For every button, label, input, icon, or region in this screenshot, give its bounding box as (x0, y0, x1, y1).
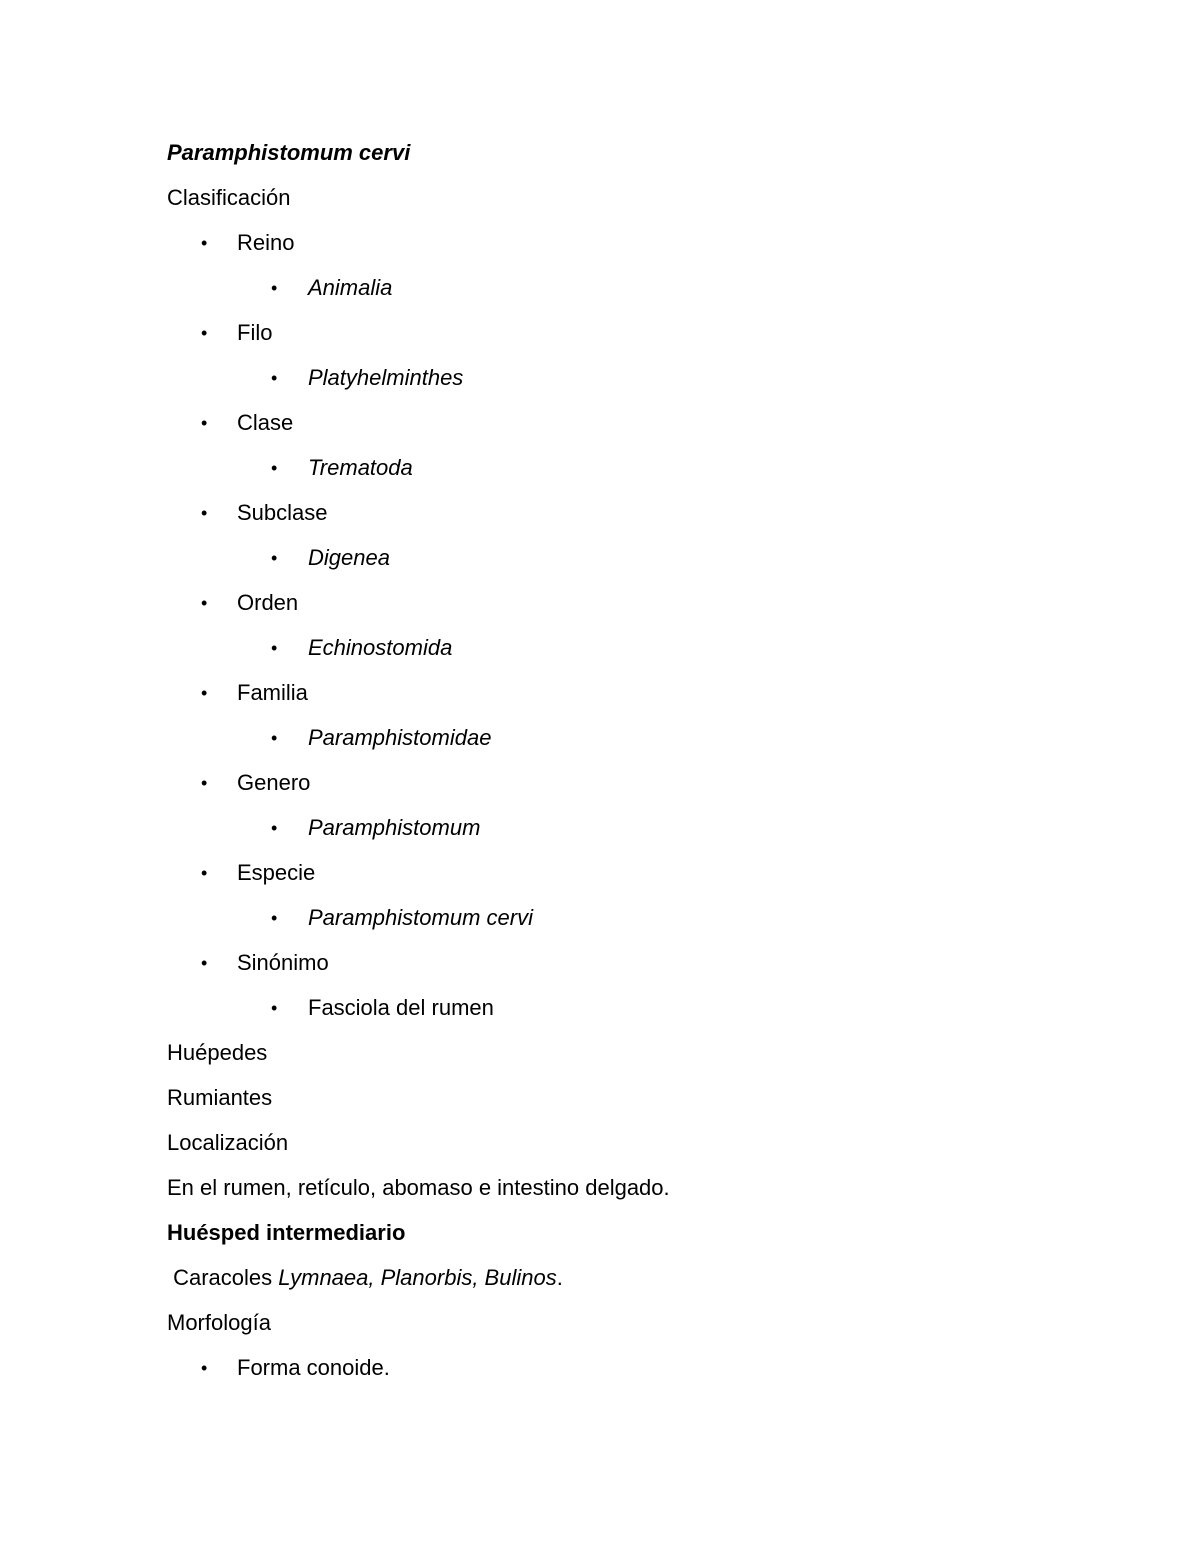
taxonomy-value-item (167, 905, 1067, 931)
bullet-icon: • (271, 818, 278, 838)
taxonomy-value-item (167, 275, 1067, 301)
bullet-icon: • (271, 278, 278, 298)
taxonomy-rank-label: Clase (237, 410, 294, 435)
taxonomy-rank-item (167, 680, 1067, 706)
taxonomy-value-label: Paramphistomum cervi (308, 905, 533, 930)
taxonomy-rank-item (167, 320, 1067, 346)
taxonomy-value-label: Trematoda (308, 455, 413, 480)
bullet-icon: • (271, 998, 278, 1018)
bullet-icon: • (201, 413, 208, 433)
taxonomy-rank-label: Genero (237, 770, 311, 795)
taxonomy-rank-label: Orden (237, 590, 299, 615)
taxonomy-value-label: Paramphistomum (308, 815, 481, 840)
bullet-icon: • (201, 233, 208, 253)
taxonomy-rank-item (167, 410, 1067, 436)
bullet-icon: • (201, 1358, 208, 1378)
intermediate-host-text (167, 1265, 1067, 1291)
taxonomy-rank-item (167, 860, 1067, 886)
taxonomy-value-item (167, 815, 1067, 841)
taxonomy-value-item (167, 455, 1067, 481)
bullet-icon: • (271, 458, 278, 478)
bullet-icon: • (271, 638, 278, 658)
bullet-icon: • (271, 728, 278, 748)
morphology-item-label: Forma conoide. (237, 1355, 390, 1380)
bullet-icon: • (201, 953, 208, 973)
taxonomy-value-label: Animalia (308, 275, 393, 300)
document-title: Paramphistomum cervi (167, 140, 411, 165)
taxonomy-rank-label: Especie (237, 860, 316, 885)
taxonomy-value-label: Echinostomida (308, 635, 453, 660)
taxonomy-rank-item (167, 770, 1067, 796)
taxonomy-rank-item (167, 500, 1067, 526)
morphology-heading: Morfología (167, 1310, 271, 1335)
taxonomy-value-item (167, 635, 1067, 661)
bullet-icon: • (201, 503, 208, 523)
hosts-heading: Huépedes (167, 1040, 268, 1065)
bullet-icon: • (201, 323, 208, 343)
taxonomy-rank-item (167, 230, 1067, 256)
bullet-icon: • (201, 683, 208, 703)
document-page (167, 140, 1067, 1400)
bullet-icon: • (271, 368, 278, 388)
taxonomy-value-item (167, 725, 1067, 751)
classification-heading: Clasificación (167, 185, 291, 210)
hosts-text: Rumiantes (167, 1085, 273, 1110)
location-heading: Localización (167, 1130, 289, 1155)
taxonomy-value-item (167, 365, 1067, 391)
taxonomy-rank-item (167, 950, 1067, 976)
bullet-icon: • (271, 908, 278, 928)
bullet-icon: • (271, 548, 278, 568)
location-text: En el rumen, retículo, abomaso e intestino delgado. (167, 1175, 670, 1200)
bullet-icon: • (201, 773, 208, 793)
taxonomy-rank-label: Reino (237, 230, 295, 255)
taxonomy-value-label: Platyhelminthes (308, 365, 464, 390)
intermediate-host-genera: Lymnaea, Planorbis, Bulinos (278, 1265, 557, 1290)
taxonomy-rank-label: Subclase (237, 500, 328, 525)
morphology-item (167, 1355, 1067, 1381)
bullet-icon: • (201, 863, 208, 883)
taxonomy-value-label: Paramphistomidae (308, 725, 492, 750)
taxonomy-rank-label: Sinónimo (237, 950, 329, 975)
taxonomy-rank-label: Filo (237, 320, 273, 345)
intermediate-host-heading: Huésped intermediario (167, 1220, 406, 1245)
intermediate-host-suffix: . (556, 1265, 563, 1290)
taxonomy-rank-item (167, 590, 1067, 616)
intermediate-host-prefix: Caracoles (167, 1265, 279, 1290)
bullet-icon: • (201, 593, 208, 613)
taxonomy-value-item (167, 995, 1067, 1021)
taxonomy-value-label: Fasciola del rumen (308, 995, 494, 1020)
taxonomy-value-item (167, 545, 1067, 571)
taxonomy-value-label: Digenea (308, 545, 390, 570)
taxonomy-rank-label: Familia (237, 680, 308, 705)
